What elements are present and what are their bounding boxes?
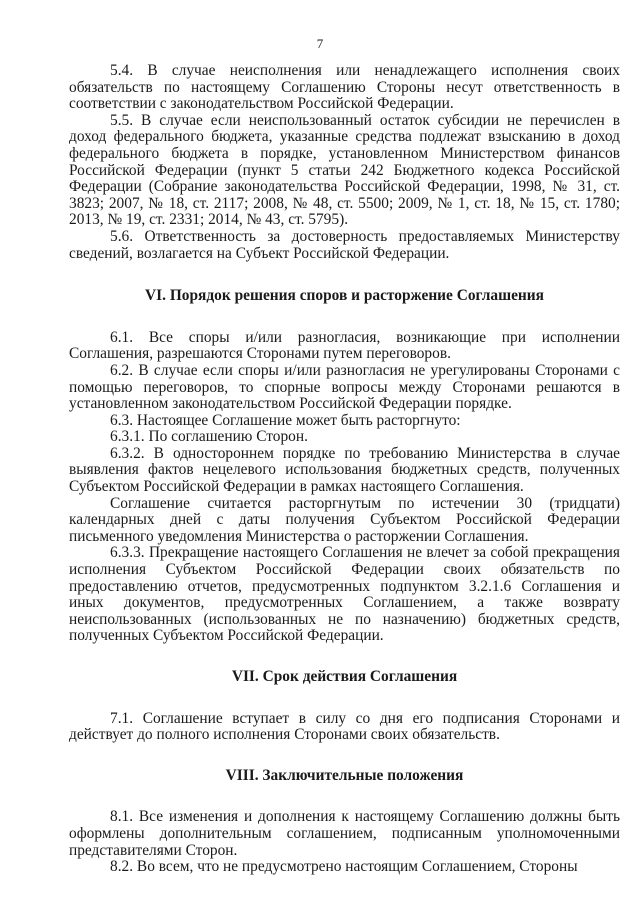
paragraph-5-6: 5.6. Ответственность за достоверность предоставляемых Министерству сведений, возлагается на Субъект Российской Федерации. <box>69 227 620 262</box>
paragraph-6-2: 6.2. В случае если споры и/или разногласия не урегулированы Сторонами с помощью переговоров, то спорные вопросы между Сторонами решаются в установленном законодательством Российской Федерации порядке. <box>69 361 620 413</box>
paragraph-6-3-2: 6.3.2. В одностороннем порядке по требованию Министерства в случае выявления фактов нецелевого использования бюджетных средств, полученных Субъектом Российской Федерации в рамках настоящего Соглашения. <box>69 444 620 496</box>
paragraph-6-3-3: 6.3.3. Прекращение настоящего Соглашения не влечет за собой прекращения исполнения Субъектом Российской Федерации своих обязательств по предоставлению отчетов, предусмотренных подпунктом 3.2.1.6 Соглашения и иных документов, предусмотренных Соглашением, а также возврату неиспользованных (использованных не по назначению) бюджетных средств, полученных Субъектом Российской Федерации. <box>69 544 620 645</box>
paragraph-7-1: 7.1. Соглашение вступает в силу со дня его подписания Сторонами и действует до полного исполнения Сторонами своих обязательств. <box>69 709 620 744</box>
paragraph-5-4: 5.4. В случае неисполнения или ненадлежащего исполнения своих обязательств по настоящему Соглашению Стороны несут ответственность в соответствии с законодательством Российской Федерации. <box>69 62 620 113</box>
paragraph-6-3: 6.3. Настоящее Соглашение может быть расторгнуто: <box>110 411 461 429</box>
paragraph-8-1: 8.1. Все изменения и дополнения к настоящему Соглашению должны быть оформлены дополнительным соглашением, подписанным уполномоченными представителями Сторон. <box>69 808 620 859</box>
document-body <box>69 63 620 876</box>
paragraph-6-1: 6.1. Все споры и/или разногласия, возникающие при исполнении Соглашения, разрешаются Сторонами путем переговоров. <box>69 328 620 363</box>
section-heading-vii: VII. Срок действия Соглашения <box>231 668 458 685</box>
section-heading-vi: VI. Порядок решения споров и расторжение Соглашения <box>145 287 544 305</box>
paragraph-8-2: 8.2. Во всем, что не предусмотрено настоящим Соглашением, Стороны <box>110 858 578 876</box>
page-number: 7 <box>316 36 324 51</box>
paragraph-termination-notice: Соглашение считается расторгнутым по истечении 30 (тридцати) календарных дней с даты получения Субъектом Российской Федерации письменного уведомления Министерства о расторжении Соглашения. <box>69 494 620 545</box>
section-heading-viii: VIII. Заключительные положения <box>225 766 464 784</box>
paragraph-6-3-1: 6.3.1. По соглашению Сторон. <box>110 428 308 446</box>
paragraph-5-5: 5.5. В случае если неиспользованный остаток субсидии не перечислен в доход федерального бюджета, указанные средства подлежат взысканию в доход федерального бюджета в порядке, установленном Министерством финансов Российской Федерации (пункт 5 статьи 242 Бюджетного кодекса Российской Федерации (Собрание законодательства Российской Федерации, 1998, № 31, ст. 3823; 2007, № 18, ст. 2117; 2008, № 48, ст. 5500; 2009, № 1, ст. 18, № 15, ст. 1780; 2013, № 19, ст. 2331; 2014, № 43, ст. 5795). <box>69 111 620 229</box>
